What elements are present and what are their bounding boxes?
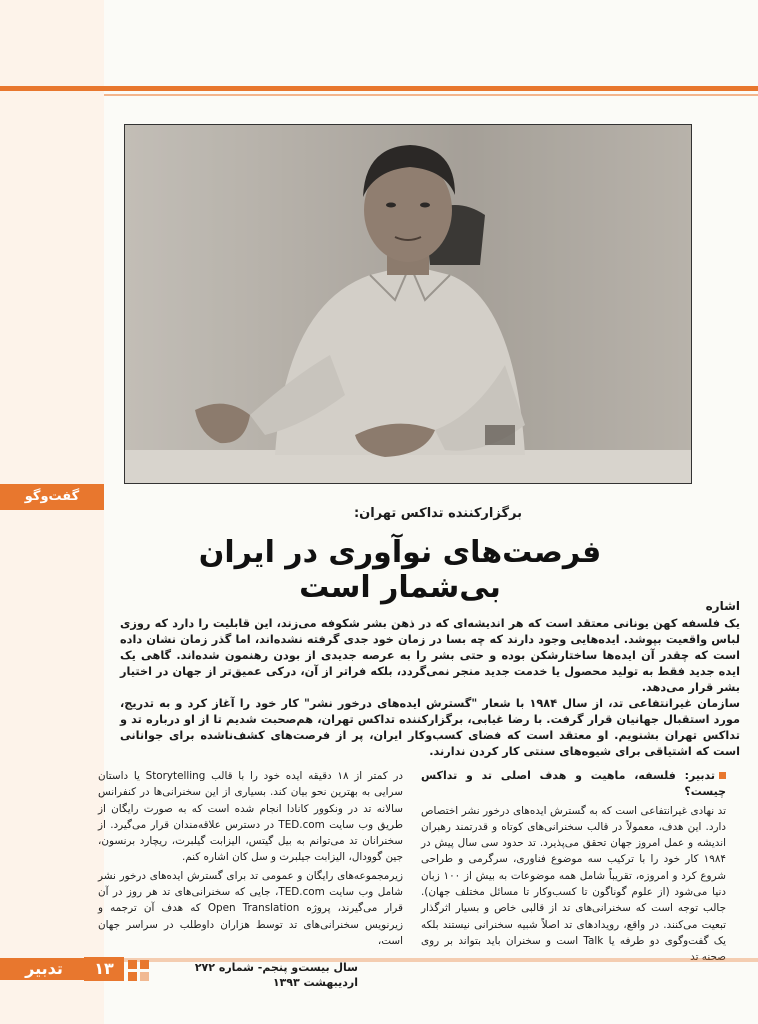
column-left: [98, 768, 403, 951]
left-paragraph-2: زیرمجموعه‌های رایگان و عمومی تد برای گسترش ایده‌های درخور نشر شامل وب سایت TED.com، جایی که سخنرانی‌های تد هر روز در آن قرار می‌گیرند، پروژه Open Translation که هدف آن ترجمه و زیرنویس سخنرانی‌های تد توسط هزاران داوطلب در سراسر جهان است،: [98, 869, 404, 947]
top-orange-rule: [0, 86, 758, 91]
article-headline: فرصت‌های نوآوری در ایران بی‌شمار است: [198, 535, 602, 605]
question-heading: [421, 768, 726, 801]
issue-info: [158, 960, 358, 990]
intro-label: اشاره: [705, 599, 740, 613]
interview-photo: [124, 124, 692, 484]
left-margin-strip: [0, 0, 104, 1024]
square-bullet-icon: [719, 772, 726, 779]
intro-paragraph-2: سازمان غیرانتفاعی تد، از سال ۱۹۸۴ با شعار "گسترش ایده‌های درخور نشر" کار خود را آغاز کرد و به تدریج، مورد استقبال جهانیان قرار گرفت. با رضا غیابی، برگزارکننده تداکس تهران، هم‌صحبت شدیم تا از او درباره تد و تداکس تهران بشنویم. او معتقد است که فضای کسب‌وکار ایران، پر از فرصت‌های کشف‌ناشده برای جوانانی است که اشتیاقی برای شیوه‌های سنتی کار کردن ندارند.: [120, 697, 740, 758]
top-thin-rule: [104, 94, 758, 96]
answer-paragraph: تد نهادی غیرانتفاعی است که به گسترش ایده‌های درخور نشر اختصاص دارد. این هدف، معمولاً در قالب سخنرانی‌های کوتاه و قدرتمند رهبران اندیشه و عمل امروز جهان تحقق می‌پذیرد. تد حدود سی سال پیش در ۱۹۸۴ کار خود را با ترکیب سه موضوع فناوری، سرگرمی و طراحی شروع کرد و امروزه، تقریباً شامل همه موضوعات به بیش از ۱۰۰ زبان دنیا می‌شود (از علوم گوناگون تا کسب‌وکار تا مسائل مختلف جهان). جالب توجه است که سخنرانی‌های تد از قالبی خاص و بسیار اثرگذار تبعیت می‌کنند. در واقع، رویدادهای تد اصلاً شبیه سخنرانی نیستند بلکه یک گفت‌وگوی دو طرفه یا Talk است و سخنران باید بتواند بر روی صحنه تد: [421, 804, 727, 964]
question-text: تدبیر: فلسفه، ماهیت و هدف اصلی تد و تداکس چیست؟: [421, 769, 726, 799]
man-portrait-illustration: [125, 125, 691, 483]
squares-icon: [128, 960, 150, 982]
issue-line-1: سال بیست‌و پنجم- شماره ۲۷۲: [194, 961, 358, 974]
column-right: [421, 768, 726, 968]
issue-line-2: اردیبهشت ۱۳۹۳: [272, 976, 358, 989]
section-tab: گفت‌وگو: [0, 484, 104, 510]
intro-paragraph-1: یک فلسفه کهن یونانی معتقد است که هر اندیشه‌ای که در ذهن بشر شکوفه می‌زند، این قابلیت را دارد که روزی لباس واقعیت بپوشد. ایده‌هایی وجود دارند که چه بسا در زمان خود جدی گرفته نشده‌اند، اما گذر زمان نشان داده است که چقدر آن ایده‌ها ساختارشکن بوده و حتی بشر را به عرصه جدیدی از بودن رهنمون شده‌اند. گاهی یک ایده جدید فقط به تولید محصول یا خدمت جدید منجر نمی‌گردد، بلکه فراتر از آن، درکی عمیق‌تر از جهان در اختیار بشر قرار می‌دهد.: [120, 617, 740, 694]
intro-block: [120, 598, 740, 760]
left-paragraph-1: در کمتر از ۱۸ دقیقه ایده خود را با قالب Storytelling یا داستان سرایی به بهترین نحو بیان کند. بسیاری از این سخنرانی‌ها در کنفرانس سالانه تد در ونکوور کانادا انجام شده است که به صورت رایگان از طریق وب سایت TED.com در دسترس علاقه‌مندان قرار می‌گیرد. از سخنرانان تد می‌توانم به بیل گیتس، الیزابت گیلبرت، ریچارد برنسون، جین گوودال، الیزابت جیلبرت و سل کان اشاره کنم.: [98, 770, 403, 864]
magazine-logo: تدبیر: [25, 959, 63, 978]
page-number: ۱۳: [84, 957, 124, 981]
article-subtitle: برگزارکننده تداکس تهران:: [353, 506, 522, 521]
